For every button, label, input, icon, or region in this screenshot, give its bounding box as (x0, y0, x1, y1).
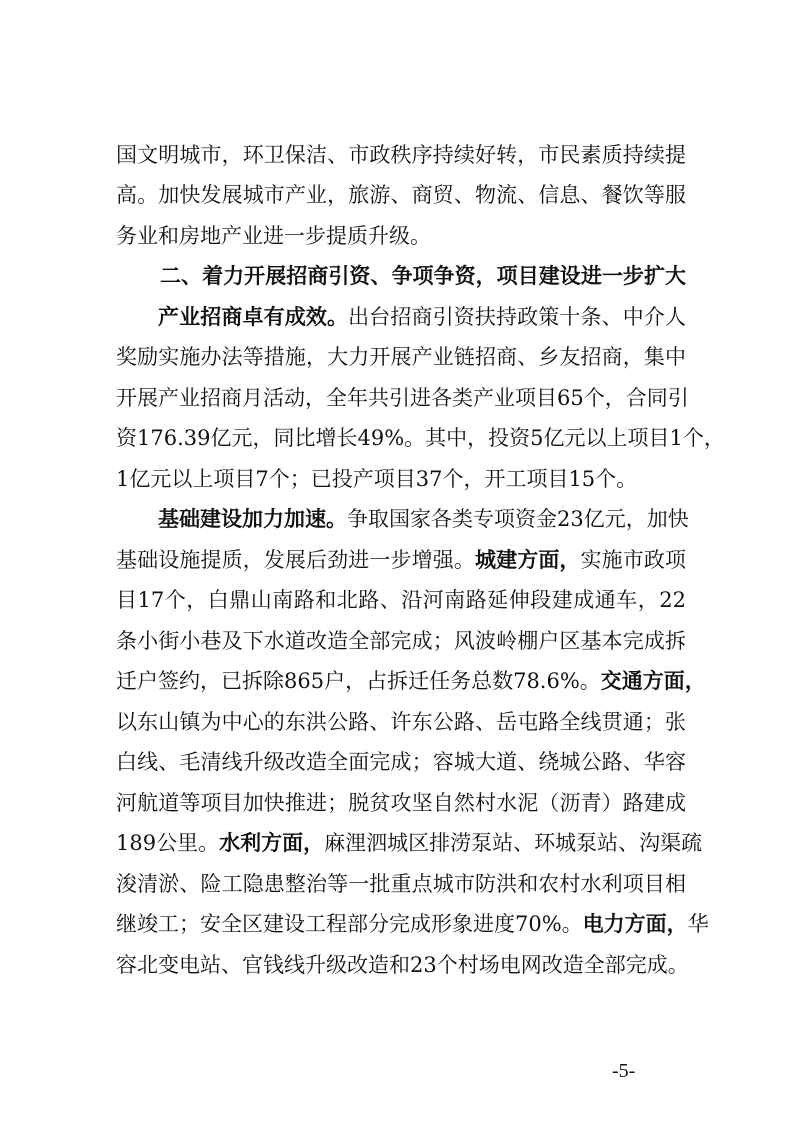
inline-bold: 电力方面， (582, 911, 688, 936)
paragraph-line (116, 830, 703, 855)
paragraph-lead: 基础建设加力加速。 (158, 506, 347, 531)
paragraph-line (116, 911, 709, 936)
paragraph-text: 麻浬泗城区排涝泵站、环城泵站、沟渠疏 (324, 831, 703, 855)
paragraph-line: 务业和房地产业进一步提质升级。 (116, 224, 431, 248)
paragraph-line (116, 548, 686, 572)
paragraph-text: 继竣工；安全区建设工程部分完成形象进度70%。 (116, 912, 583, 936)
paragraph-line: 目17个，白鼎山南路和北路、沿河南路延伸段建成通车，22 (116, 588, 686, 612)
paragraph-line: 容北变电站、官钱线升级改造和23个村场电网改造全部完成。 (116, 953, 689, 977)
paragraph-text: 实施市政项 (580, 548, 687, 572)
paragraph-line: 资176.39亿元，同比增长49%。其中，投资5亿元以上项目1个， (116, 426, 725, 450)
inline-bold: 交通方面， (600, 668, 706, 693)
paragraph-line: 国文明城市，环卫保洁、市政秩序持续好转，市民素质持续提 (116, 143, 686, 167)
paragraph-line: 以东山镇为中心的东洪公路、许东公路、岳屯路全线贯通；张 (116, 710, 686, 734)
paragraph-line (158, 506, 689, 531)
paragraph-text: 迁户签约，已拆除865户，占拆迁任务总数78.6%。 (116, 669, 601, 693)
section-heading: 二、着力开展招商引资、争项争资，项目建设进一步扩大 (160, 264, 686, 288)
paragraph-text: 争取国家各类专项资金23亿元，加快 (347, 507, 689, 531)
paragraph-line (116, 668, 706, 693)
paragraph-line: 河航道等项目加快推进；脱贫攻坚自然村水泥（沥青）路建成 (116, 791, 686, 815)
paragraph-line (158, 305, 686, 329)
paragraph-line: 奖励实施办法等措施，大力开展产业链招商、乡友招商，集中 (116, 345, 686, 369)
paragraph-line: 1亿元以上项目7个；已投产项目37个，开工项目15个。 (116, 467, 638, 491)
paragraph-line: 条小街小巷及下水道改造全部完成；风波岭棚户区基本完成拆 (116, 629, 686, 653)
paragraph-line: 浚清淤、险工隐患整治等一批重点城市防洪和农村水利项目相 (116, 872, 686, 896)
paragraph-text: 189公里。 (116, 831, 220, 855)
page-number: -5- (612, 1060, 636, 1082)
paragraph-line: 开展产业招商月活动，全年共引进各类产业项目65个，合同引 (116, 386, 689, 410)
paragraph-lead: 产业招商卓有成效。 (158, 304, 349, 329)
inline-bold: 城建方面， (474, 547, 581, 572)
paragraph-text: 基础设施提质，发展后劲进一步增强。 (116, 548, 475, 572)
paragraph-text: 出台招商引资扶持政策十条、中介人 (348, 305, 686, 329)
paragraph-line: 高。加快发展城市产业，旅游、商贸、物流、信息、餐饮等服 (116, 183, 686, 207)
paragraph-text: 华 (687, 912, 709, 936)
paragraph-line: 白线、毛清线升级改造全面完成；容城大道、绕城公路、华容 (116, 750, 686, 774)
inline-bold: 水利方面， (219, 830, 325, 855)
